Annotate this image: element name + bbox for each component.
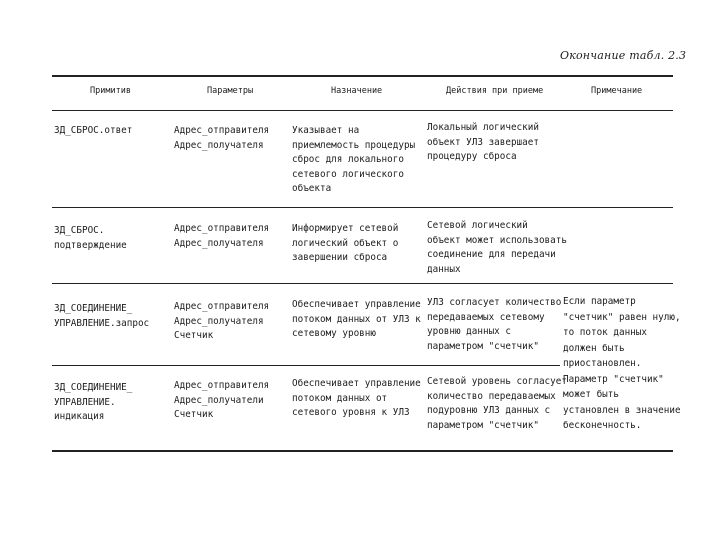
cell-line: Адрес_получатели (174, 394, 264, 406)
header-note: Примечание (591, 86, 643, 96)
cell-line: сетевого уровня к УЛЗ (292, 407, 410, 418)
row2-action (427, 219, 567, 277)
row-divider (52, 207, 673, 208)
cell-line: количество передаваемых (427, 390, 556, 402)
cell-line: УПРАВЛЕНИЕ. (54, 396, 116, 408)
row2-purpose (292, 222, 398, 266)
cell-line: Указывает на (292, 125, 360, 136)
cell-line: Счетчик (174, 409, 214, 420)
table-bottom-rule (52, 450, 673, 452)
cell-line: Параметр "счетчик" (563, 373, 664, 385)
row-divider (52, 365, 560, 366)
cell-line: завершении сброса (292, 252, 388, 263)
row1-purpose (292, 124, 415, 197)
cell-line: объект УЛЗ завершает (427, 136, 539, 148)
cell-line: Если параметр (563, 296, 636, 307)
row-divider (52, 283, 673, 284)
cell-line: УПРАВЛЕНИЕ.запрос (54, 317, 150, 329)
cell-line: Сетевой уровень согласует (427, 376, 567, 387)
row4-params (174, 379, 269, 423)
cell-line: соединение для передачи (427, 249, 556, 260)
cell-line: ЗД_СБРОС. (54, 225, 105, 236)
cell-line: Адрес_отправителя (174, 223, 270, 234)
cell-line: ЗД_СБРОС.ответ (54, 125, 133, 136)
header-rule (52, 110, 673, 111)
cell-line: приостановлен. (563, 358, 642, 369)
cell-line: должен быть (563, 342, 625, 354)
cell-line: Обеспечивает управление (292, 299, 421, 310)
row4-purpose (292, 377, 421, 421)
cell-line: Адрес_получателя (174, 315, 264, 327)
cell-line: установлен в значение (563, 404, 681, 416)
header-purpose: Назначение (331, 86, 383, 96)
row3-action (427, 296, 561, 354)
header-parameters: Параметры (207, 86, 254, 96)
cell-line: Информирует сетевой (292, 223, 399, 234)
header-actions: Действия при приеме (446, 86, 544, 96)
table-caption: Окончание табл. 2.3 (560, 49, 687, 62)
cell-line: УЛЗ согласует количество (427, 297, 562, 308)
cell-line: Обеспечивает управление (292, 378, 421, 389)
cell-line: параметром "счетчик" (427, 419, 539, 431)
cell-line: параметром "счетчик" (427, 340, 539, 352)
row4-primitive (54, 381, 132, 425)
row2-primitive (54, 224, 127, 253)
table-top-rule (52, 75, 673, 77)
cell-line: Локальный логический (427, 122, 539, 133)
cell-line: бесконечность. (563, 420, 642, 431)
row1-action (427, 121, 539, 165)
cell-line: Адрес_отправителя (174, 380, 270, 391)
header-primitive: Примитив (90, 86, 131, 96)
cell-line: ЗД_СОЕДИНЕНИЕ_ (54, 303, 133, 314)
cell-line: Адрес_отправителя (174, 301, 270, 312)
row3-params (174, 300, 269, 344)
row1-params (174, 124, 269, 153)
cell-line: "счетчик" равен нулю, (563, 311, 681, 323)
cell-line: сетевого логического (292, 168, 404, 180)
row3-primitive (54, 302, 149, 331)
cell-line: может быть (563, 389, 619, 400)
row3-note (563, 294, 681, 434)
cell-line: то поток данных (563, 327, 647, 338)
cell-line: приемлемость процедуры (292, 139, 416, 151)
cell-line: Сетевой логический (427, 220, 528, 231)
cell-line: Счетчик (174, 330, 214, 341)
cell-line: объекта (292, 183, 332, 194)
cell-line: передаваемых сетевому (427, 311, 545, 323)
cell-line: сетевому уровню (292, 328, 376, 339)
row3-purpose (292, 298, 421, 342)
cell-line: подуровню УЛЗ данных с (427, 405, 551, 416)
row1-primitive (54, 124, 132, 139)
cell-line: Адрес_получателя (174, 237, 264, 249)
cell-line: подтверждение (54, 239, 127, 251)
cell-line: ЗД_СОЕДИНЕНИЕ_ (54, 382, 133, 393)
cell-line: потоком данных от УЛЗ к (292, 313, 421, 325)
cell-line: Адрес_отправителя (174, 125, 270, 136)
cell-line: логический объект о (292, 237, 399, 249)
cell-line: объект может использовать (427, 234, 567, 246)
row2-params (174, 222, 269, 251)
cell-line: данных (427, 263, 461, 275)
cell-line: сброс для локального (292, 154, 404, 165)
cell-line: индикация (54, 411, 105, 422)
row4-action (427, 375, 567, 433)
cell-line: уровню данных с (427, 326, 511, 337)
cell-line: потоком данных от (292, 392, 388, 404)
cell-line: процедуру сброса (427, 151, 517, 162)
cell-line: Адрес_получателя (174, 139, 264, 151)
